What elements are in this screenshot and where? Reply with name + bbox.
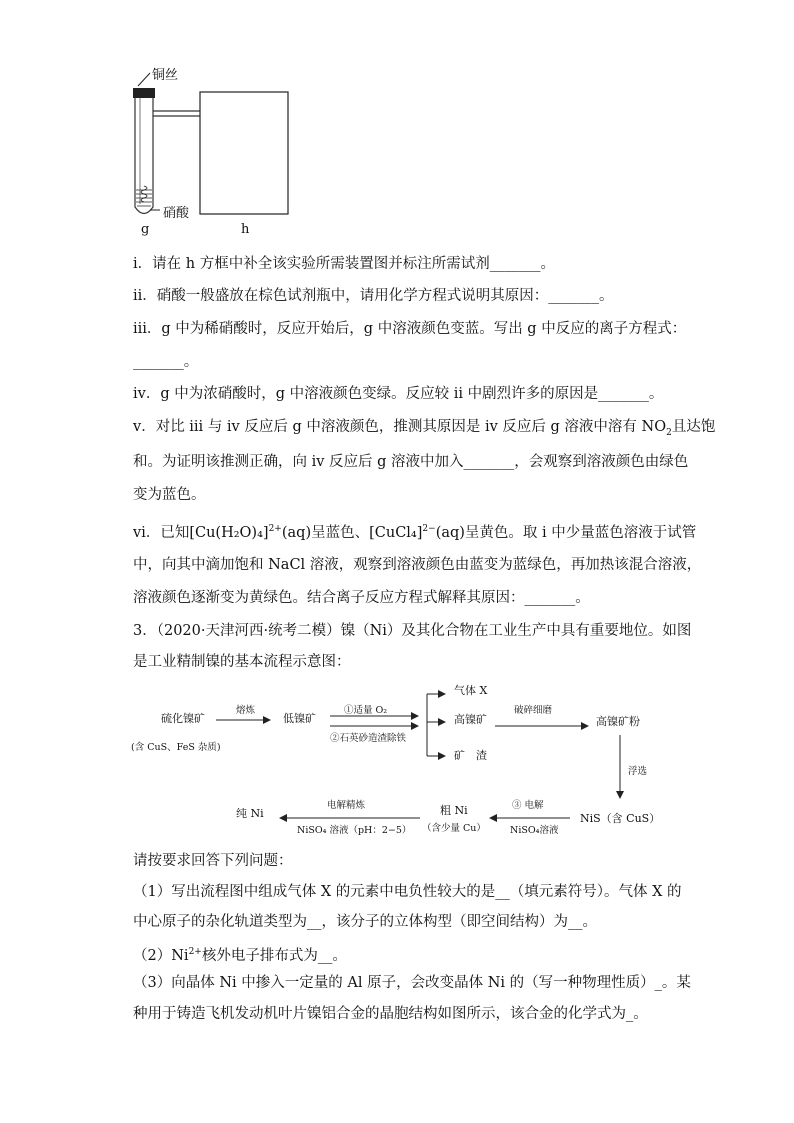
question-ii: ⅱ．硝酸一般盛放在棕色试剂瓶中，请用化学方程式说明其原因：_______。 (133, 288, 614, 304)
problem3-q1-line1: （1）写出流程图中组成气体 X 的元素中电负性较大的是__（填元素符号）。气体 X 的 (133, 884, 682, 900)
question-v-line3: 变为蓝色。 (133, 487, 206, 503)
complex-cucl4: [CuCl₄] (369, 524, 423, 541)
label-copper-wire: 铜丝 (152, 68, 179, 83)
problem3-q2 (133, 942, 347, 966)
flow-step1: ①适量 O₂ (344, 705, 388, 716)
question-vi-text-b: (aq)呈蓝色、 (281, 524, 370, 541)
question-v-line1 (133, 417, 715, 443)
label-h: h (241, 222, 250, 237)
question-vi-line3: 溶液颜色逐渐变为黄绿色。结合离子反应方程式解释其原因：_______。 (133, 590, 590, 606)
flow-step-roast: 熔炼 (236, 705, 256, 716)
question-vi-line1 (133, 519, 696, 543)
problem3-q3-line1: （3）向晶体 Ni 中掺入一定量的 Al 原子，会改变晶体 Ni 的（写一种物理性质）_。某 (133, 975, 691, 991)
problem3-q1-line2: 中心原子的杂化轨道类型为__，该分子的立体构型（即空间结构）为__。 (133, 914, 597, 930)
ni-charge: 2+ (188, 947, 202, 957)
question-v-line2: 和。为证明该推测正确，向 ⅳ 反应后 g 溶液中加入_______，会观察到溶液颜色由绿色 (133, 454, 689, 470)
question-iii-line2: _______。 (133, 354, 199, 370)
question-vi-text-c: (aq)呈黄色。取 ⅰ 中少量蓝色溶液于试管 (435, 524, 697, 541)
question-i: ⅰ．请在 h 方框中补全该实验所需装置图并标注所需试剂_______。 (133, 256, 555, 272)
question-vi-text-a: ⅵ．已知 (133, 524, 190, 541)
problem3-intro-line1: 3．（2020·天津河西·统考二模）镍（Ni）及其化合物在工业生产中具有重要地位。如图 (133, 623, 692, 639)
question-iv: ⅳ．g 中为浓硝酸时，g 中溶液颜色变绿。反应较 ⅱ 中剧烈许多的原因是_______。 (133, 386, 664, 402)
flow-crude-ni: 粗 Ni (440, 804, 468, 817)
flow-ore: 硫化镍矿 (161, 712, 205, 725)
question-iii-line1: ⅲ．g 中为稀硝酸时，反应开始后，g 中溶液颜色变蓝。写出 g 中反应的离子方程式： (133, 321, 687, 337)
apparatus-figure (120, 64, 320, 242)
label-nitric-acid: 硝酸 (163, 206, 190, 221)
flow-step-grind: 破碎细磨 (514, 705, 553, 716)
flow-step-float: 浮选 (628, 766, 648, 777)
flow-step-refine: 电解精炼 (327, 800, 366, 811)
charge-2plus: 2+ (268, 524, 282, 534)
question-vi-line2: 中，向其中滴加饱和 NaCl 溶液，观察到溶液颜色由蓝变为蓝绿色，再加热该混合溶液， (133, 557, 702, 573)
flow-crude-note: （含少量 Cu） (422, 823, 486, 834)
problem3-q3-line2: 种用于铸造飞机发动机叶片镍铝合金的晶胞结构如图所示，该合金的化学式为_。 (133, 1006, 648, 1022)
flow-pure-ni: 纯 Ni (236, 807, 264, 820)
flow-high-ore: 高镍矿 (454, 713, 487, 726)
flow-refine-solution: NiSO₄ 溶液（pH：2−5） (297, 825, 412, 836)
label-g: g (141, 222, 150, 237)
charge-2minus: 2− (422, 524, 436, 534)
flow-nis: NiS（含 CuS） (580, 812, 661, 825)
flow-ore-note: (含 CuS、FeS 杂质) (131, 742, 221, 753)
flow-step3: ③ 电解 (512, 800, 544, 811)
flow-gas-x: 气体 X (454, 684, 488, 697)
problem3-q2-text-b: 核外电子排布式为__。 (201, 947, 347, 964)
complex-cu-h2o: [Cu(H₂O)₄] (189, 524, 269, 541)
problem3-ask: 请按要求回答下列问题： (133, 853, 293, 869)
flow-nis-solution: NiSO₄溶液 (510, 825, 559, 836)
flow-slag: 矿 渣 (454, 749, 487, 762)
flow-low-ore: 低镍矿 (283, 712, 316, 725)
no2-subscript: 2 (666, 427, 672, 438)
problem3-intro-line2: 是工业精制镍的基本流程示意图： (133, 654, 351, 670)
question-v-text-b: 且达饱 (671, 419, 716, 435)
flow-high-powder: 高镍矿粉 (596, 715, 640, 728)
problem3-q2-text-a: （2）Ni (133, 947, 189, 964)
flow-step2: ②石英砂造渣除铁 (330, 733, 407, 744)
question-v-text-a: ⅴ．对比 ⅲ 与 ⅳ 反应后 g 中溶液颜色，推测其原因是 ⅳ 反应后 g 溶液中溶有 NO (133, 419, 667, 435)
